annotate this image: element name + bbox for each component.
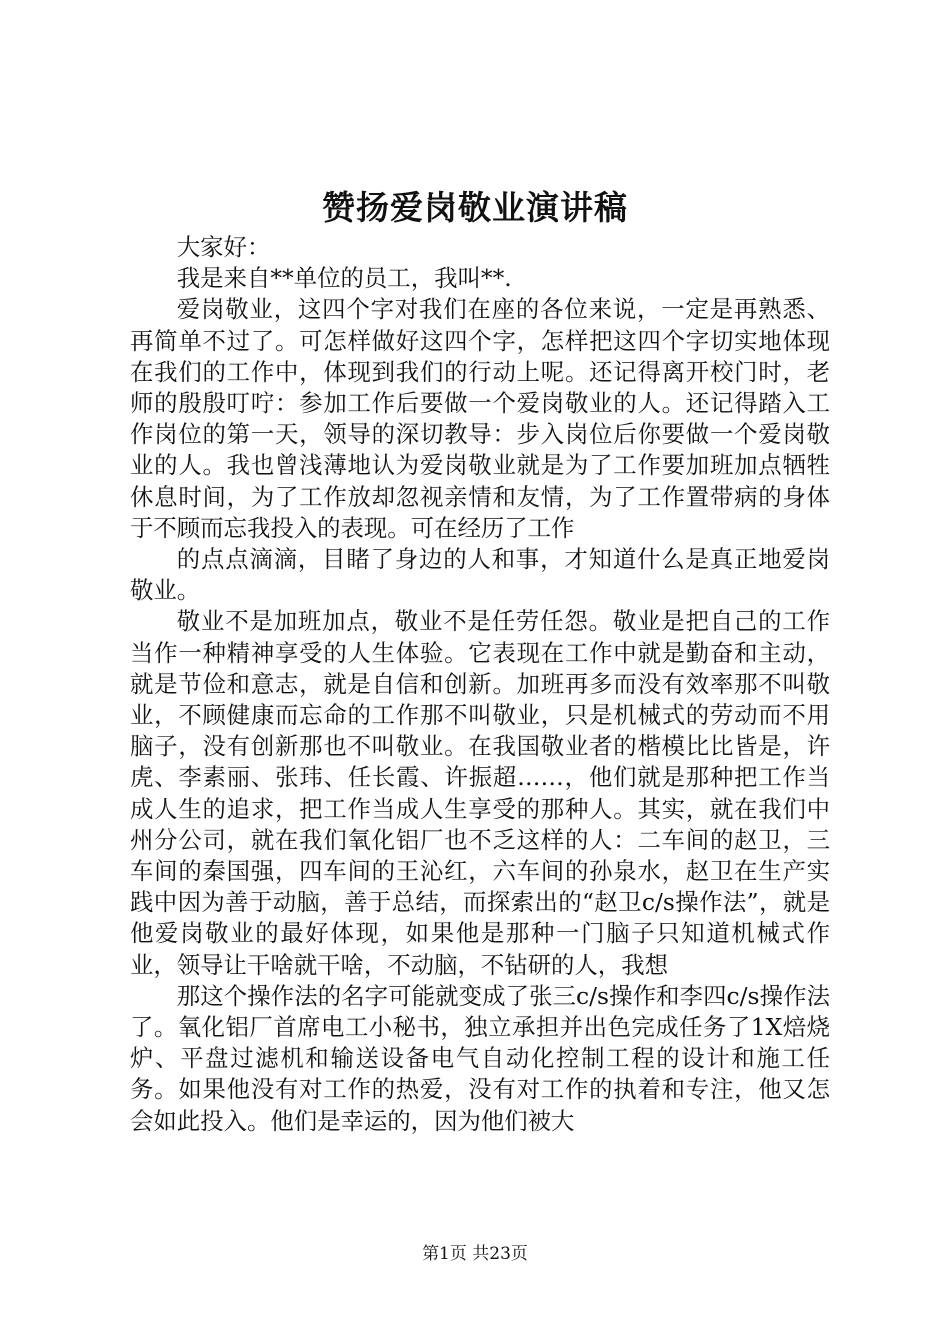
- paragraph-intro: 我是来自**单位的员工，我叫**.: [176, 264, 512, 293]
- page-number-footer: 第1页 共23页: [422, 1244, 528, 1264]
- document-title: 赞扬爱岗敬业演讲稿: [322, 188, 628, 227]
- paragraph-body: 的点点滴滴，目睹了身边的人和事，才知道什么是真正地爱岗敬业。: [130, 545, 830, 605]
- paragraph-body: 敬业不是加班加点，敬业不是任劳任怨。敬业是把自己的工作当作一种精神享受的人生体验。它表现在工作中就是勤奋和主动，就是节俭和意志，就是自信和创新。加班再多而没有效率那不叫敬业，不顾健康而忘命的工作那不叫敬业，只是机械式的劳动而不用脑子，没有创新那也不叫敬业。在我国敬业者的楷模比比皆是，许虎、李素丽、张玮、任长霞、许振超……，他们就是那种把工作当成人生的追求，把工作当成人生享受的那种人。其实，就在我们中州分公司，就在我们氧化铝厂也不乏这样的人：二车间的赵卫，三车间的秦国强，四车间的王沁红，六车间的孙泉水，赵卫在生产实践中因为善于动脑，善于总结，而探索出的“赵卫c/s操作法”，就是他爱岗敬业的最好体现，如果他是那种一门脑子只知道机械式作业，领导让干啥就干啥，不动脑，不钻研的人，我想: [130, 607, 830, 979]
- document-body: [130, 232, 830, 1137]
- paragraph-body: 那这个操作法的名字可能就变成了张三c/s操作和李四c/s操作法了。氧化铝厂首席电工小秘书，独立承担并出色完成任务了1X焙烧炉、平盘过滤机和输送设备电气自动化控制工程的设计和施工任务。如果他没有对工作的热爱，没有对工作的执着和专注，他又怎会如此投入。他们是幸运的，因为他们被大: [130, 981, 830, 1135]
- paragraph-body: 爱岗敬业，这四个字对我们在座的各位来说，一定是再熟悉、再简单不过了。可怎样做好这四个字，怎样把这四个字切实地体现在我们的工作中，体现到我们的行动上呢。还记得离开校门时，老师的殷殷叮咛：参加工作后要做一个爱岗敬业的人。还记得踏入工作岗位的第一天，领导的深切教导：步入岗位后你要做一个爱岗敬业的人。我也曾浅薄地认为爱岗敬业就是为了工作要加班加点牺牲休息时间，为了工作放却忽视亲情和友情，为了工作置带病的身体于不顾而忘我投入的表现。可在经历了工作: [130, 295, 830, 542]
- paragraph-greeting: 大家好：: [176, 233, 271, 261]
